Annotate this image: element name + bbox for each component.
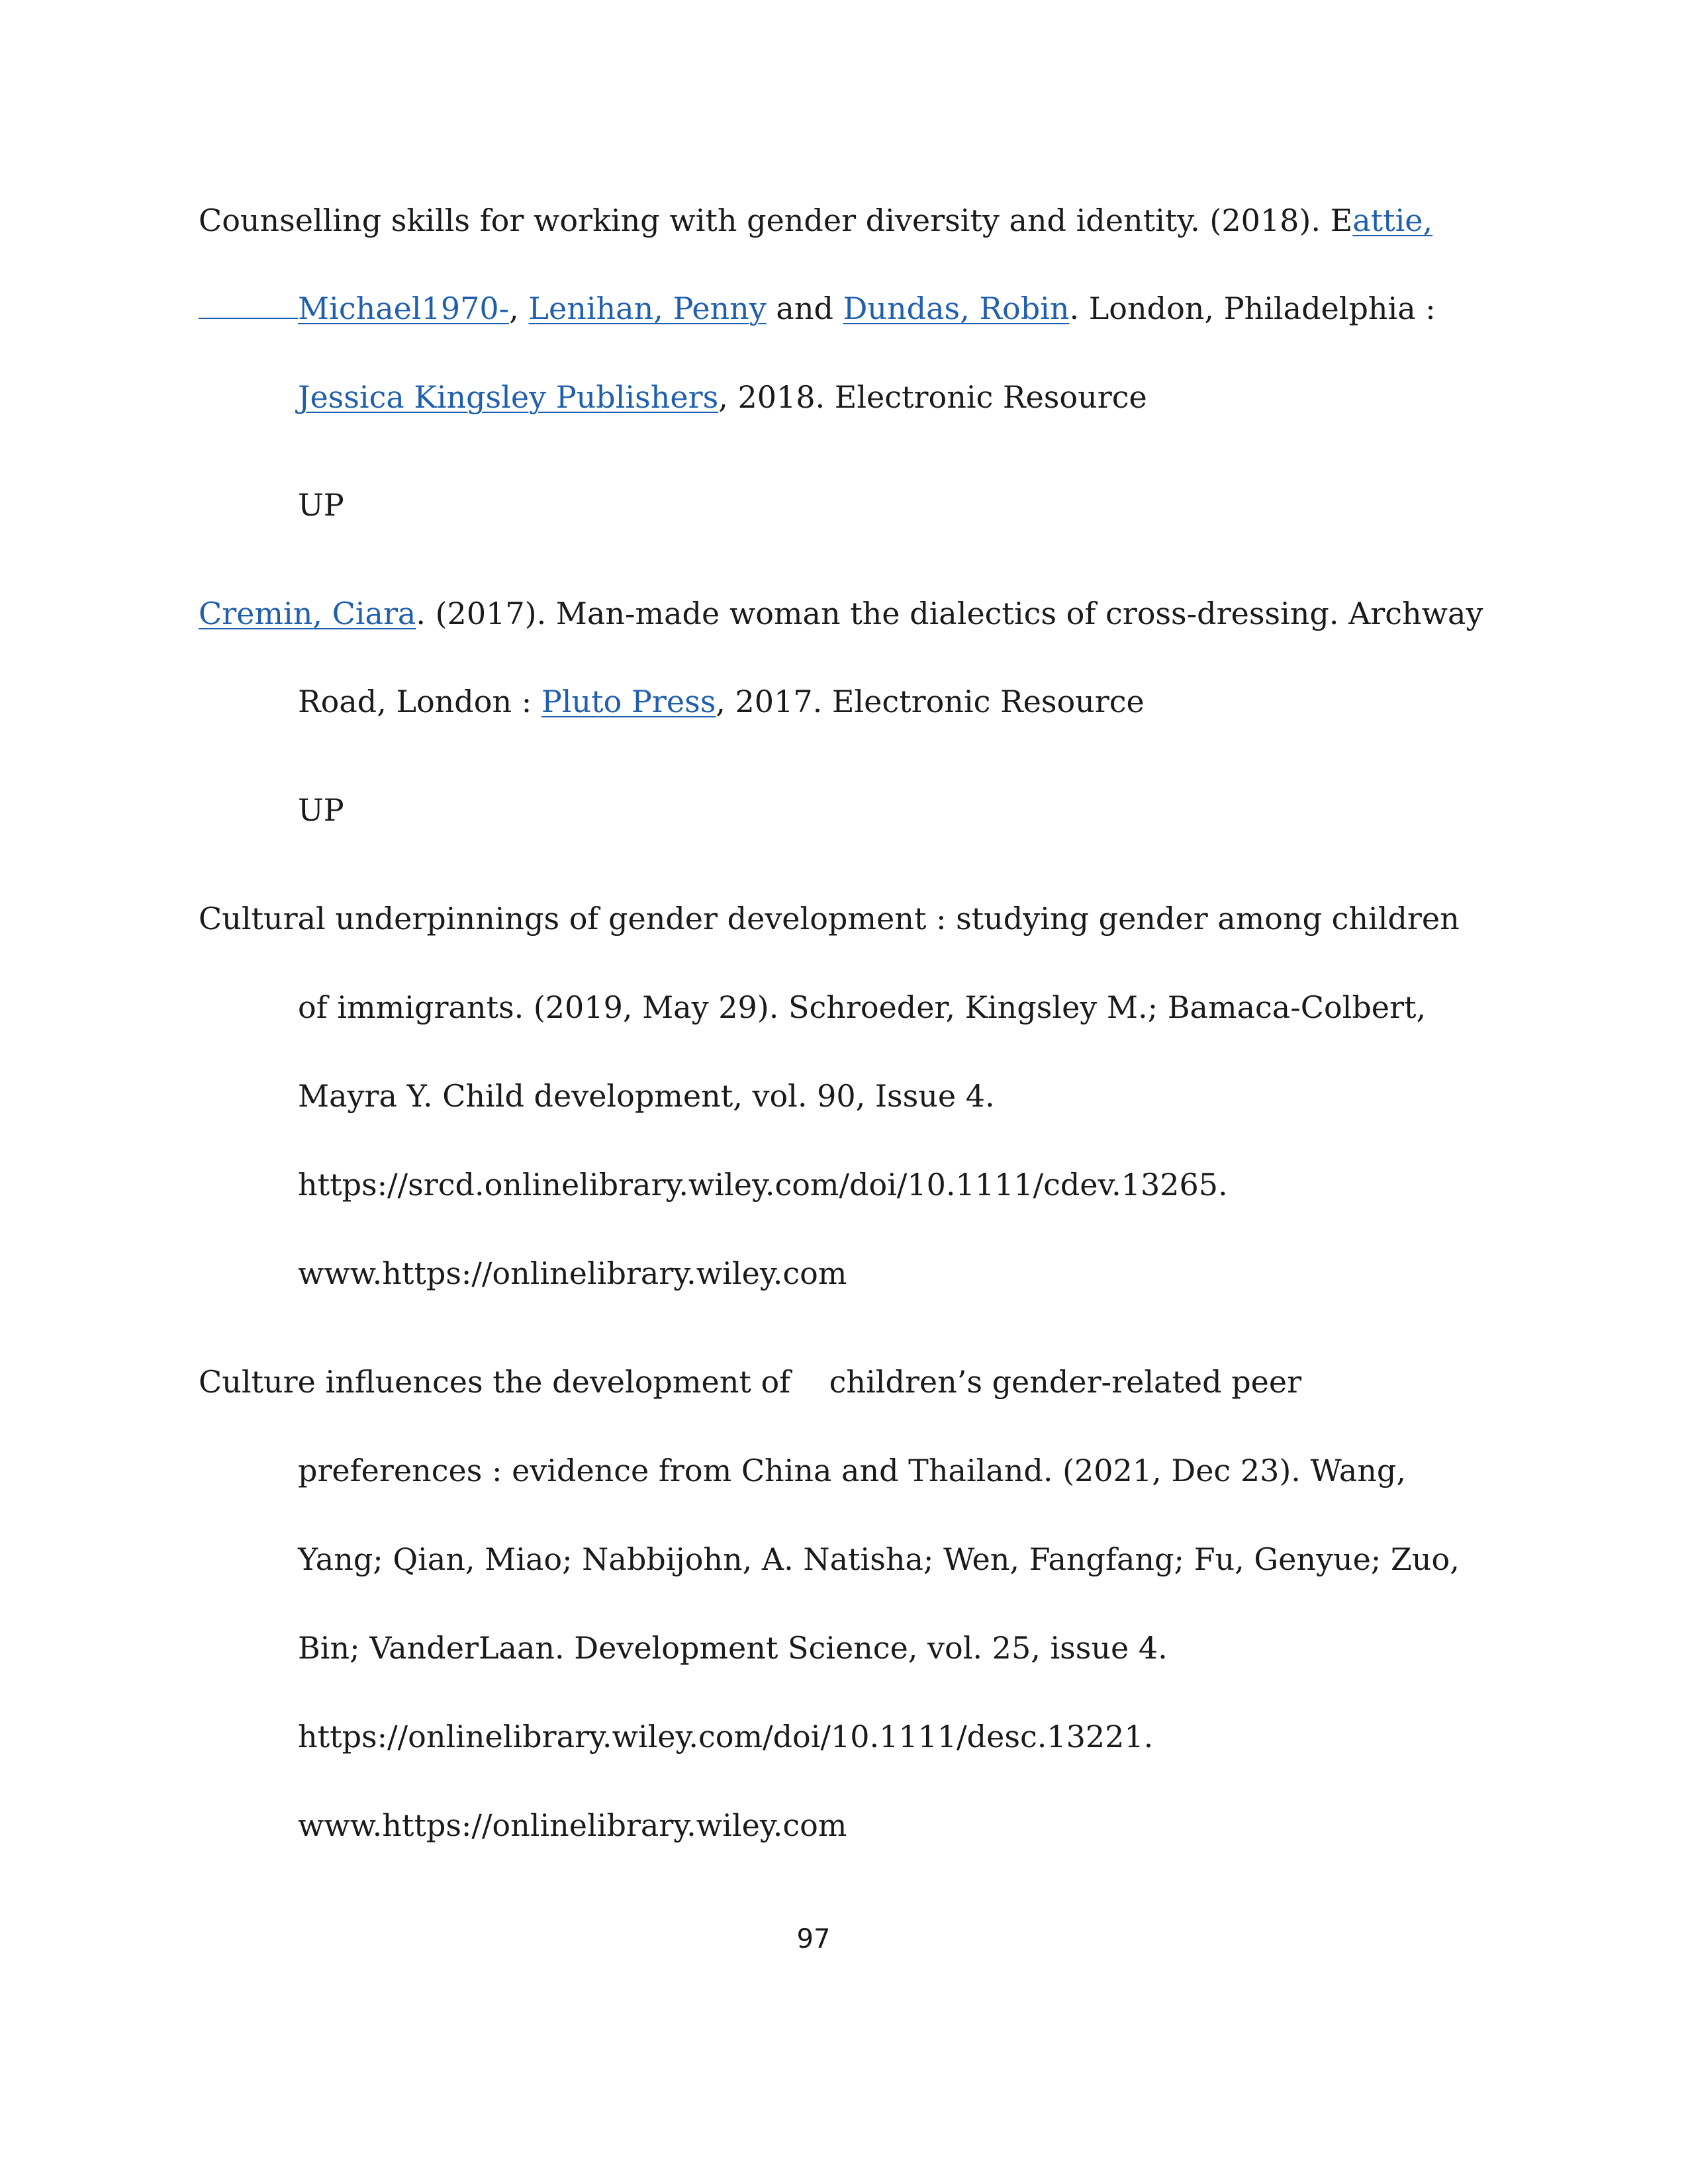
entry-3-doi-url: https://srcd.onlinelibrary.wiley.com/doi/10.1111/cdev.13265. — [298, 1167, 1228, 1203]
entry-4-line-5 — [298, 1717, 1153, 1756]
entry-2-up-text: UP — [298, 792, 344, 828]
entry-4-doi-url: https://onlinelibrary.wiley.com/doi/10.1111/desc.13221. — [298, 1719, 1154, 1754]
entry-2-line-2 — [298, 682, 1145, 721]
entry-3-line-2 — [298, 987, 1426, 1027]
author-link-michael[interactable]: Michael1970- — [298, 291, 510, 326]
entry-1-up-text: UP — [298, 487, 344, 523]
publisher-link-pluto-press[interactable]: Pluto Press — [541, 684, 716, 719]
entry-3-line-4 — [298, 1165, 1228, 1205]
entry-2-title-text: . (2017). Man-made woman the dialectics of cross-dressing. Archway — [416, 596, 1483, 631]
separator-text: and — [766, 291, 843, 326]
entry-1-line-1 — [199, 201, 1432, 240]
author-link-dundas[interactable]: Dundas, Robin — [843, 291, 1070, 326]
entry-3-site-url: www.https://onlinelibrary.wiley.com — [298, 1255, 847, 1291]
link-continuation-underline[interactable] — [199, 291, 298, 319]
entry-4-title-text: Culture influences the development of children’s gender-related peer — [199, 1364, 1302, 1400]
entry-2-line-3 — [298, 790, 344, 830]
entry-2-resource-text: , 2017. Electronic Resource — [716, 684, 1145, 719]
entry-3-journal-text: Mayra Y. Child development, vol. 90, Issue 4. — [298, 1078, 995, 1114]
entry-1-location-text: . London, Philadelphia : — [1069, 291, 1436, 326]
entry-3-line-3 — [298, 1076, 995, 1116]
entry-4-line-4 — [298, 1628, 1168, 1668]
entry-4-title-cont-text: preferences : evidence from China and Thailand. (2021, Dec 23). Wang, — [298, 1453, 1406, 1488]
entry-4-site-url: www.https://onlinelibrary.wiley.com — [298, 1807, 847, 1843]
author-link-cremin[interactable]: Cremin, Ciara — [199, 596, 416, 631]
entry-1-line-4 — [298, 485, 344, 525]
entry-4-line-6 — [298, 1805, 847, 1845]
author-link-lenihan[interactable]: Lenihan, Penny — [528, 291, 767, 326]
entry-2-line-1 — [199, 594, 1483, 633]
entry-3-authors-text: of immigrants. (2019, May 29). Schroeder, Kingsley M.; Bamaca-Colbert, — [298, 989, 1427, 1025]
page-number: 97 — [796, 1924, 831, 1954]
entry-2-location-text: Road, London : — [298, 684, 541, 719]
separator-text: , — [509, 291, 529, 326]
entry-4-authors-text: Yang; Qian, Miao; Nabbijohn, A. Natisha; Wen, Fangfang; Fu, Genyue; Zuo, — [298, 1541, 1460, 1577]
entry-3-line-5 — [298, 1253, 847, 1293]
entry-1-resource-text: , 2018. Electronic Resource — [718, 379, 1147, 415]
entry-4-journal-text: Bin; VanderLaan. Development Science, vol. 25, issue 4. — [298, 1630, 1168, 1666]
publisher-link-jessica-kingsley[interactable]: Jessica Kingsley Publishers — [298, 379, 719, 415]
entry-1-text: Counselling skills for working with gender diversity and identity. (2018). E — [199, 203, 1353, 238]
entry-3-line-1 — [199, 899, 1460, 938]
entry-1-line-2 — [199, 289, 1436, 328]
entry-1-line-3 — [298, 377, 1147, 417]
entry-4-line-3 — [298, 1539, 1460, 1579]
entry-4-line-2 — [298, 1451, 1406, 1490]
entry-3-title-text: Cultural underpinnings of gender development : studying gender among children — [199, 901, 1460, 936]
entry-4-line-1 — [199, 1362, 1301, 1402]
author-link-eattie[interactable]: attie, — [1352, 203, 1433, 238]
